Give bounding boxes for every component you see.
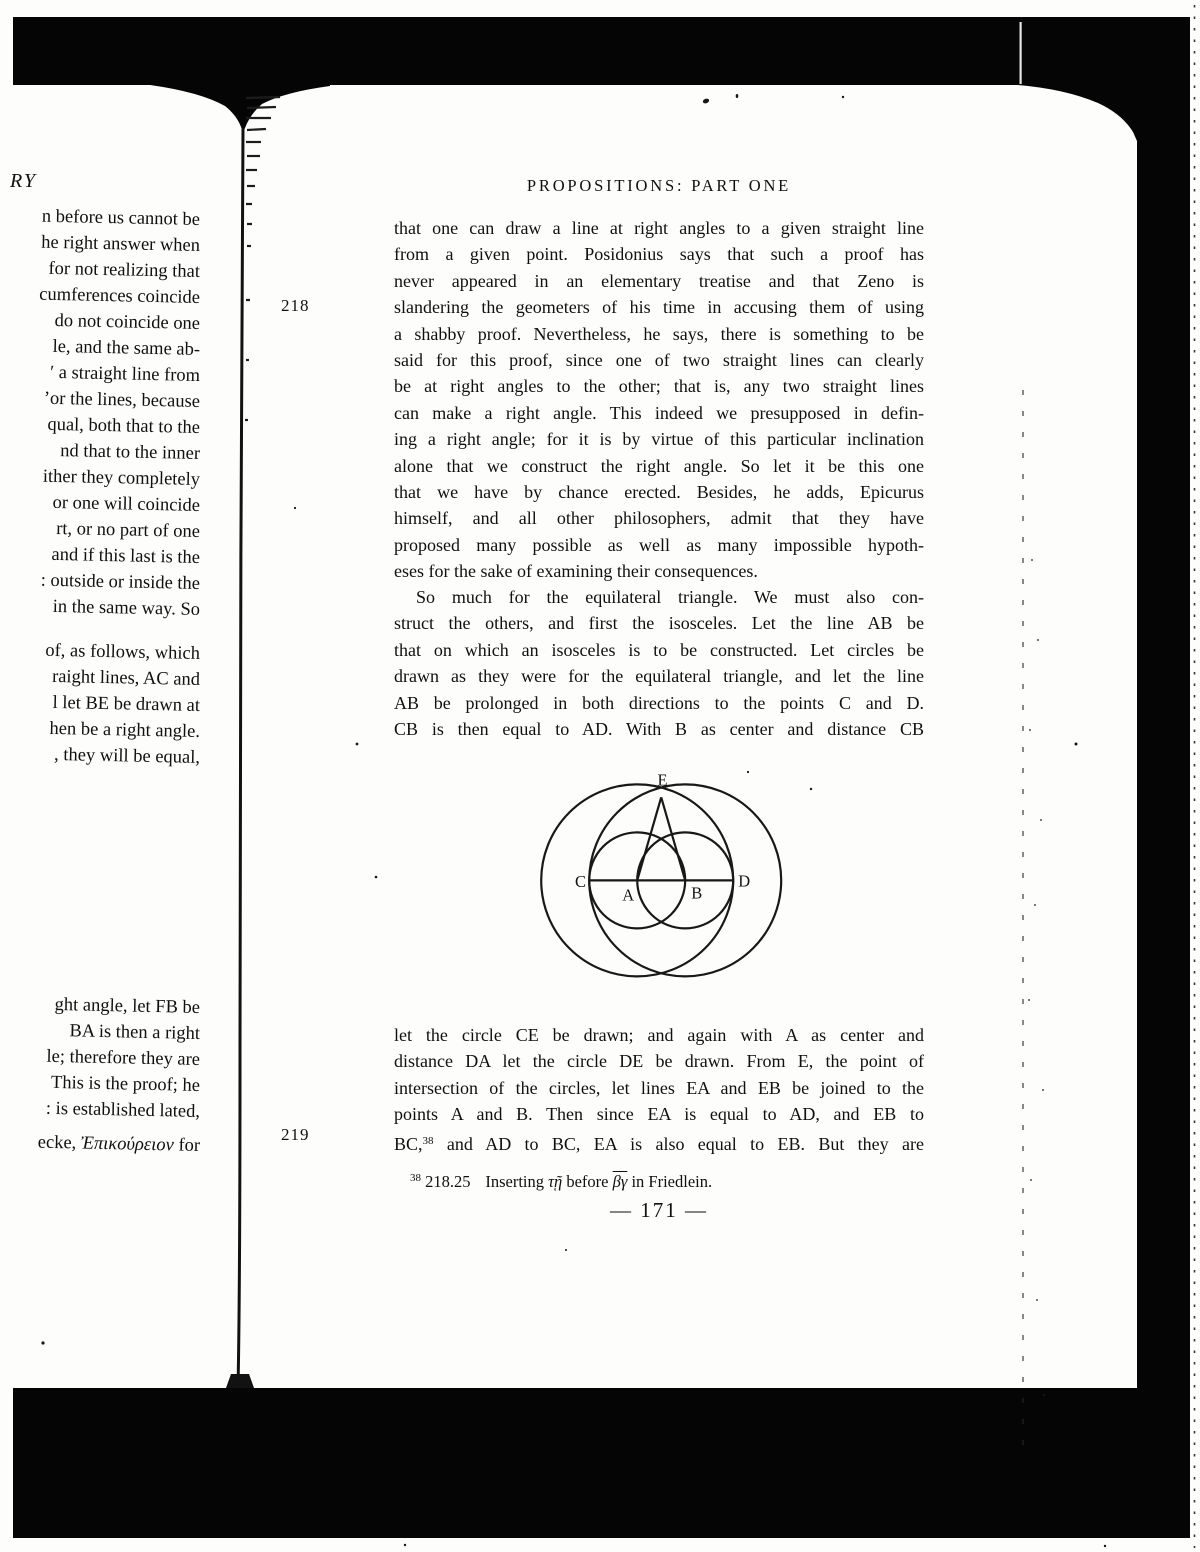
text-line: le, and the same ab- — [52, 336, 201, 360]
text-line: distance DA let the circle DE be drawn. From E, the point of — [394, 1051, 924, 1072]
text-line: BA is then a right — [69, 1021, 201, 1044]
text-line: in the same way. So — [52, 596, 201, 620]
text-line: said for this proof, since one of two straight lines can clearly — [394, 349, 924, 370]
text-line: he right answer when — [41, 232, 201, 256]
point-label-B: B — [691, 883, 703, 903]
footnote-text: Inserting — [485, 1172, 549, 1191]
text-line: do not coincide one — [54, 310, 201, 334]
line-post: and AD to BC, EA is also equal to EB. But they are — [433, 1133, 924, 1154]
left-page-running-head: RY — [10, 170, 37, 192]
text-line: le; therefore they are — [46, 1046, 201, 1070]
isosceles-construction-figure — [534, 764, 788, 984]
text-line: that one can draw a line at right angles to a given straight line — [394, 218, 924, 238]
text-line: rt, or no part of one — [55, 518, 201, 542]
footnote-38 — [410, 1167, 934, 1193]
text-line: ght angle, let FB be — [54, 994, 201, 1018]
text-line — [2, 1129, 201, 1159]
text-line: a shabby proof. Nevertheless, he says, there is something to be — [394, 323, 924, 344]
text-line: points A and B. Then since EA is equal to AD, and EB to — [394, 1104, 924, 1125]
footnote-greek-tau: τῇ — [548, 1172, 563, 1191]
text-line: nd that to the inner — [60, 441, 201, 464]
text-line: : is established lated, — [45, 1098, 201, 1122]
text-line: be at right angles to the other; that is, any two straight lines — [394, 376, 924, 397]
paragraph-3-lines — [394, 1022, 924, 1128]
footnote-text: in Friedlein. — [627, 1172, 713, 1191]
footnote-text: before — [562, 1172, 613, 1191]
left-page-paragraph-2 — [2, 641, 200, 771]
text-line: struct the others, and first the isosceles. Let the line AB be — [394, 613, 924, 634]
text-line: from a given point. Posidonius says that such a proof has — [394, 244, 924, 265]
point-label-D: D — [738, 871, 751, 891]
text-line: ither they completely — [42, 466, 201, 490]
text-line: , they will be equal, — [53, 744, 201, 768]
margin-line-number-218: 218 — [281, 296, 310, 315]
text-line: and if this last is the — [51, 544, 201, 568]
text-line: cumferences coincide — [39, 284, 201, 308]
point-label-E: E — [657, 770, 668, 790]
text-line: proposed many possible as well as many impossible hypoth- — [394, 534, 924, 555]
text-line: raight lines, AC and — [51, 666, 201, 690]
text-line: never appeared in an elementary treatise and that Zeno is — [394, 270, 924, 291]
body-paragraph-1 — [394, 215, 924, 584]
body-paragraph-3 — [394, 1022, 924, 1154]
text-line: that we have by chance erected. Besides, he adds, Epicurus — [394, 481, 924, 502]
left-page-paragraph-1 — [2, 207, 200, 623]
text-line: qual, both that to the — [47, 414, 201, 438]
text-line: eses for the sake of examining their consequences. — [394, 561, 758, 582]
text-line: n before us cannot be — [41, 206, 201, 230]
right-page-running-head: PROPOSITIONS: PART ONE — [526, 176, 792, 195]
footnote-pre: ecke, — [37, 1132, 82, 1154]
footnote-number: 38 — [410, 1172, 421, 1184]
text-line: or one will coincide — [52, 492, 201, 516]
point-label-C: C — [574, 872, 587, 891]
line-EA — [637, 797, 661, 880]
left-page-footnote-fragment — [2, 1133, 200, 1159]
text-line: ′ a straight line from — [49, 362, 201, 386]
text-line: ʼor the lines, because — [43, 388, 201, 412]
text-line: let the circle CE be drawn; and again with A as center and — [394, 1025, 924, 1045]
text-line: himself, and all other philosophers, admit that they have — [394, 508, 924, 529]
text-line: of, as follows, which — [45, 640, 201, 664]
text-line: So much for the equilateral triangle. We must also con- — [416, 587, 924, 607]
page-number: — 171 — — [610, 1198, 708, 1222]
text-line: drawn as they were for the equilateral triangle, and let the line — [394, 666, 924, 687]
footnote-post: for — [173, 1135, 201, 1156]
text-line: : outside or inside the — [40, 570, 201, 594]
text-line: for not realizing that — [48, 258, 201, 282]
text-line: AB be prolonged in both directions to the points C and D. — [394, 692, 924, 713]
footnote-reference-38: 38 — [422, 1134, 434, 1147]
text-line: that on which an isosceles is to be constructed. Let circles be — [394, 639, 924, 660]
footnote-line-reference: 218.25 — [421, 1172, 471, 1191]
line-EB — [661, 797, 685, 880]
line-pre: BC, — [394, 1133, 423, 1154]
text-line: slandering the geometers of his time in accusing them of using — [394, 297, 924, 318]
point-label-A: A — [622, 885, 635, 905]
footnote-greek-beta-gamma-overline: $\overline{\beta\gamma}$ — [612, 1172, 628, 1191]
text-line-with-footnote-ref — [394, 1128, 924, 1154]
left-page-paragraph-3 — [2, 995, 200, 1125]
text-line: alone that we construct the right angle. So let it be this one — [394, 455, 924, 476]
text-line: can make a right angle. This indeed we presupposed in defin- — [394, 402, 924, 423]
margin-line-number-219: 219 — [281, 1125, 310, 1144]
text-line: ing a right angle; for it is by virtue of this particular inclination — [394, 429, 924, 450]
text-line: This is the proof; he — [50, 1072, 201, 1096]
text-line: intersection of the circles, let lines EA and EB be joined to the — [394, 1077, 924, 1098]
text-line: CB is then equal to AD. With B as center and distance CB — [394, 718, 924, 739]
text-line: hen be a right angle. — [49, 718, 201, 742]
footnote-greek-word: Ἐπικούρειον — [80, 1133, 175, 1156]
geometry-figure-svg — [534, 764, 788, 984]
body-paragraph-2 — [394, 584, 924, 742]
text-line: l let BE be drawn at — [52, 692, 201, 716]
